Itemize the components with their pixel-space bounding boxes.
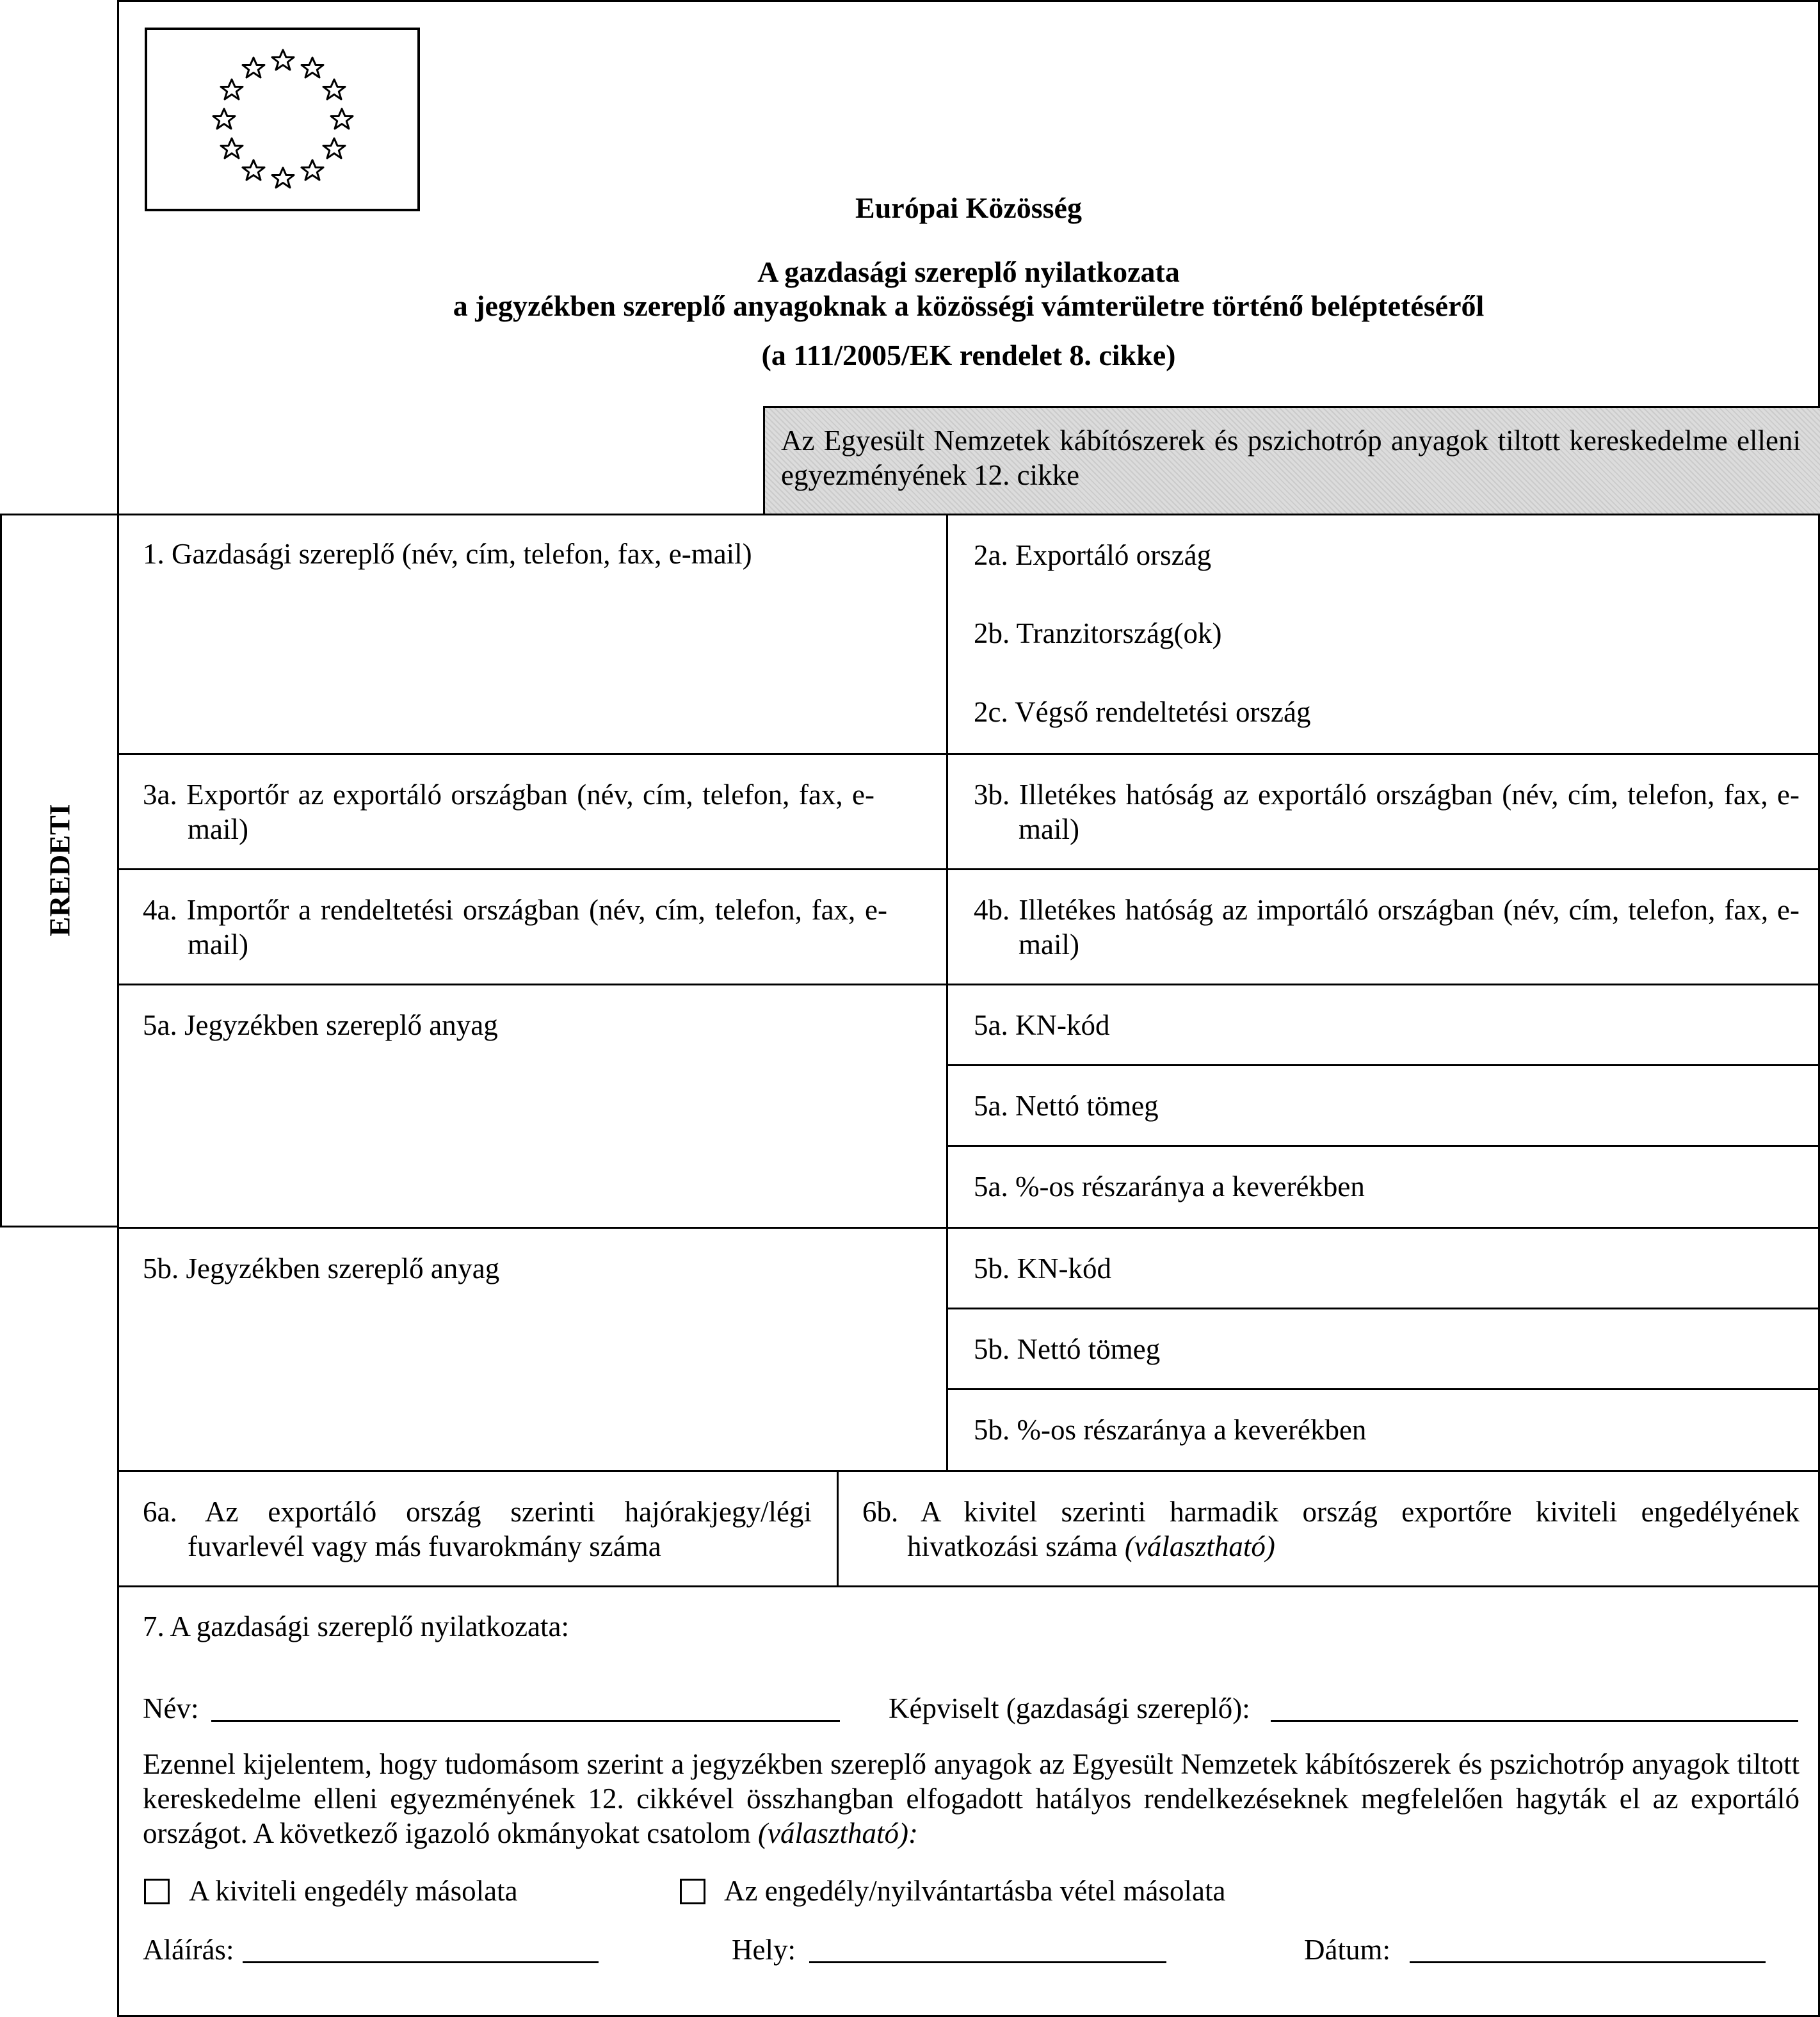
declaration-statement-text: Ezennel kijelentem, hogy tudomásom szerint a jegyzékben szereplő anyagok az Egyesült Nemzetek kábítószerek és pszichotróp anyagok tiltott kereskedelme elleni egyezményének 12. cikkével összhangban elfogadott hatályos rendelkezéseknek megfelelően hagyták el az exportáló országot. A következő igazoló okmányokat csatolom bbox=[143, 1748, 1800, 1849]
row-divider bbox=[117, 1227, 1820, 1229]
field-5b-scheduled-substance[interactable]: 5b. Jegyzékben szereplő anyag bbox=[143, 1252, 500, 1284]
column-divider bbox=[837, 1470, 839, 1586]
field-3a-exporter[interactable]: 3a. Exportőr az exportáló országban (név, cím, telefon, fax, e-mail) bbox=[143, 779, 874, 845]
field-2b-transit-countries[interactable]: 2b. Tranzitország(ok) bbox=[974, 617, 1222, 649]
date-label: Dátum: bbox=[1304, 1934, 1390, 1966]
field-5b-cn-code[interactable]: 5b. KN-kód bbox=[974, 1252, 1111, 1284]
row-divider bbox=[117, 514, 1820, 515]
org-name: Európai Közösség bbox=[855, 191, 1082, 224]
date-input-line[interactable] bbox=[1410, 1961, 1766, 1963]
represented-label: Képviselt (gazdasági szereplő): bbox=[889, 1692, 1250, 1724]
declaration-optional-note: (választható): bbox=[758, 1817, 918, 1849]
field-2a-exporting-country[interactable]: 2a. Exportáló ország bbox=[974, 539, 1212, 571]
row-divider bbox=[117, 1585, 1820, 1587]
field-4b-import-authority[interactable]: 4b. Illetékes hatóság az importáló országban (név, cím, telefon, fax, e-mail) bbox=[974, 894, 1800, 960]
signature-label: Aláírás: bbox=[143, 1934, 234, 1966]
name-input-line[interactable] bbox=[211, 1720, 840, 1722]
row-divider bbox=[947, 1308, 1820, 1309]
column-divider bbox=[946, 514, 948, 1471]
eu-flag bbox=[145, 28, 420, 211]
copy-export-authorisation-label: A kiviteli engedély másolata bbox=[189, 1875, 518, 1907]
field-6a-transport-document[interactable]: 6a. Az exportáló ország szerinti hajórakjegy/légi fuvarlevél vagy más fuvarokmány száma bbox=[143, 1496, 812, 1562]
form-title-line3: (a 111/2005/EK rendelet 8. cikke) bbox=[761, 339, 1176, 371]
copy-registration-label: Az engedély/nyilvántartásba vétel másolata bbox=[724, 1875, 1226, 1907]
field-1-economic-operator[interactable]: 1. Gazdasági szereplő (név, cím, telefon, fax, e-mail) bbox=[143, 538, 752, 570]
represented-input-line[interactable] bbox=[1271, 1720, 1798, 1722]
declaration-statement bbox=[143, 1747, 1800, 1851]
form-title-line1: A gazdasági szereplő nyilatkozata bbox=[757, 255, 1180, 288]
field-5a-cn-code[interactable]: 5a. KN-kód bbox=[974, 1009, 1110, 1041]
row-divider bbox=[117, 753, 1820, 755]
field-5b-percentage[interactable]: 5b. %-os részaránya a keverékben bbox=[974, 1414, 1367, 1446]
field-5b-net-mass[interactable]: 5b. Nettó tömeg bbox=[974, 1333, 1161, 1365]
field-5a-percentage[interactable]: 5a. %-os részaránya a keverékben bbox=[974, 1171, 1365, 1203]
row-divider bbox=[117, 984, 1820, 985]
field-3b-export-authority[interactable]: 3b. Illetékes hatóság az exportáló országban (név, cím, telefon, fax, e-mail) bbox=[974, 779, 1800, 845]
row-divider bbox=[947, 1388, 1820, 1390]
row-divider bbox=[947, 1145, 1820, 1147]
field-6b-export-authorisation-ref[interactable] bbox=[862, 1495, 1800, 1564]
form-title-line2: a jegyzékben szereplő anyagoknak a közösségi vámterületre történő beléptetéséről bbox=[453, 289, 1485, 322]
row-divider bbox=[117, 1470, 1820, 1472]
field-5a-scheduled-substance[interactable]: 5a. Jegyzékben szereplő anyag bbox=[143, 1009, 498, 1041]
eu-stars-icon bbox=[147, 30, 417, 209]
field-5a-net-mass[interactable]: 5a. Nettó tömeg bbox=[974, 1090, 1159, 1122]
field-6b-label: 6b. A kivitel szerinti harmadik ország exportőre kiviteli engedélyének hivatkozási száma bbox=[862, 1496, 1800, 1562]
field-4a-importer[interactable]: 4a. Importőr a rendeltetési országban (név, cím, telefon, fax, e-mail) bbox=[143, 894, 887, 960]
row-divider bbox=[947, 1064, 1820, 1066]
name-label: Név: bbox=[143, 1692, 199, 1724]
place-input-line[interactable] bbox=[809, 1961, 1166, 1963]
un-convention-text: Az Egyesült Nemzetek kábítószerek és pszichotróp anyagok tiltott kereskedelme elleni egyezményének 12. cikke bbox=[781, 425, 1801, 491]
declaration-heading: 7. A gazdasági szereplő nyilatkozata: bbox=[143, 1610, 570, 1642]
field-2c-final-destination[interactable]: 2c. Végső rendeltetési ország bbox=[974, 696, 1311, 728]
field-6b-optional-note: (választható) bbox=[1124, 1530, 1275, 1562]
copy-registration-checkbox[interactable] bbox=[680, 1879, 705, 1904]
copy-export-authorisation-checkbox[interactable] bbox=[144, 1879, 170, 1904]
original-side-label: EREDETI bbox=[43, 804, 76, 937]
signature-input-line[interactable] bbox=[243, 1961, 599, 1963]
place-label: Hely: bbox=[732, 1934, 796, 1966]
un-convention-box bbox=[763, 406, 1820, 515]
row-divider bbox=[117, 868, 1820, 870]
